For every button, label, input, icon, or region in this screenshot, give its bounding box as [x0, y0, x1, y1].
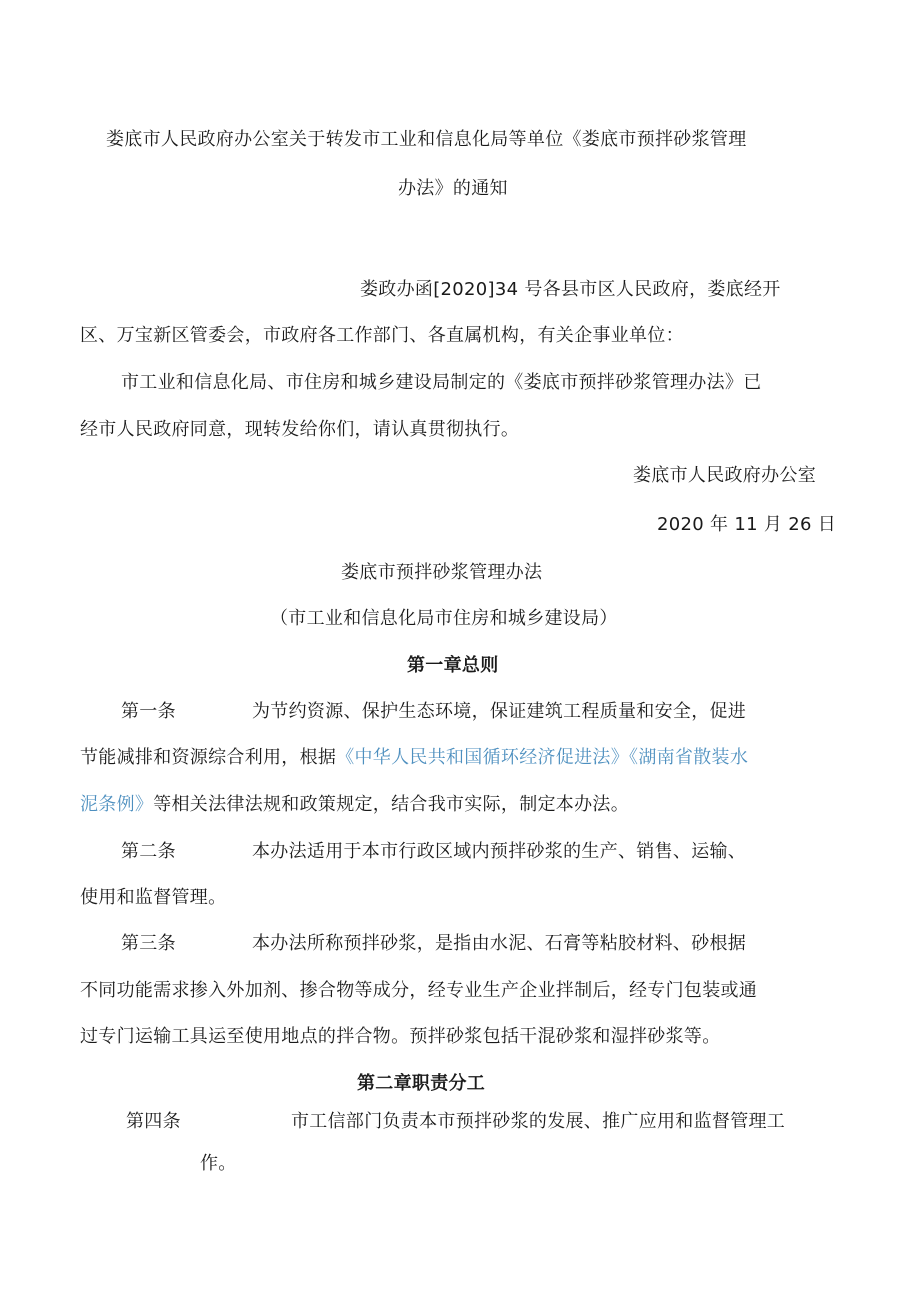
article-1-line-3-suffix: 等相关法律法规和政策规定，结合我市实际，制定本办法。 — [153, 794, 630, 815]
notice-body-line-1: 市工业和信息化局、市住房和城乡建设局制定的《娄底市预拌砂浆管理办法》已 — [121, 372, 762, 393]
chapter-1-heading: 第一章总则 — [407, 655, 499, 676]
addressee-line: 区、万宝新区管委会，市政府各工作部门、各直属机构，有关企事业单位： — [80, 325, 684, 346]
article-4-line-2: 作。 — [200, 1153, 237, 1174]
article-1-line-2-prefix: 节能减排和资源综合利用，根据 — [80, 747, 337, 768]
measures-title: 娄底市预拌砂浆管理办法 — [341, 562, 543, 583]
article-1-label: 第一条 — [121, 701, 176, 722]
signer: 娄底市人民政府办公室 — [633, 465, 816, 486]
article-1-line-1: 为节约资源、保护生态环境，保证建筑工程质量和安全，促进 — [252, 701, 747, 722]
hunan-bulk-cement-regulation-link-part-1[interactable]: 《湖南省散装水 — [629, 747, 749, 768]
article-1-line-3 — [80, 793, 629, 817]
article-4-label: 第四条 — [126, 1111, 181, 1132]
notice-body-line-2: 经市人民政府同意，现转发给你们，请认真贯彻执行。 — [80, 419, 520, 440]
document-title-line-2: 办法》的通知 — [398, 178, 508, 199]
article-2-line-2: 使用和监督管理。 — [80, 887, 227, 908]
date: 2020 年 11 月 26 日 — [657, 514, 837, 535]
hunan-bulk-cement-regulation-link-part-2[interactable]: 泥条例》 — [80, 794, 154, 815]
doc-number-addressee: 娄政办函[2020]34 号各县市区人民政府，娄底经开 — [360, 279, 781, 300]
article-2-label: 第二条 — [121, 841, 176, 862]
article-1-line-2 — [80, 746, 748, 770]
article-4-line-1: 市工信部门负责本市预拌砂浆的发展、推广应用和监督管理工 — [291, 1111, 786, 1132]
chapter-2-heading: 第二章职责分工 — [357, 1073, 486, 1094]
article-2-line-1: 本办法适用于本市行政区域内预拌砂浆的生产、销售、运输、 — [252, 841, 747, 862]
measures-issuer: （市工业和信息化局市住房和城乡建设局） — [270, 608, 618, 629]
circular-economy-law-link[interactable]: 《中华人民共和国循环经济促进法》 — [336, 747, 630, 768]
article-3-line-3: 过专门运输工具运至使用地点的拌合物。预拌砂浆包括干混砂浆和湿拌砂浆等。 — [80, 1026, 721, 1047]
article-3-label: 第三条 — [121, 933, 176, 954]
document-title-line-1: 娄底市人民政府办公室关于转发市工业和信息化局等单位《娄底市预拌砂浆管理 — [106, 129, 747, 150]
article-3-line-1: 本办法所称预拌砂浆，是指由水泥、石膏等粘胶材料、砂根据 — [252, 933, 747, 954]
article-3-line-2: 不同功能需求掺入外加剂、掺合物等成分，经专业生产企业拌制后，经专门包装或通 — [80, 980, 758, 1001]
